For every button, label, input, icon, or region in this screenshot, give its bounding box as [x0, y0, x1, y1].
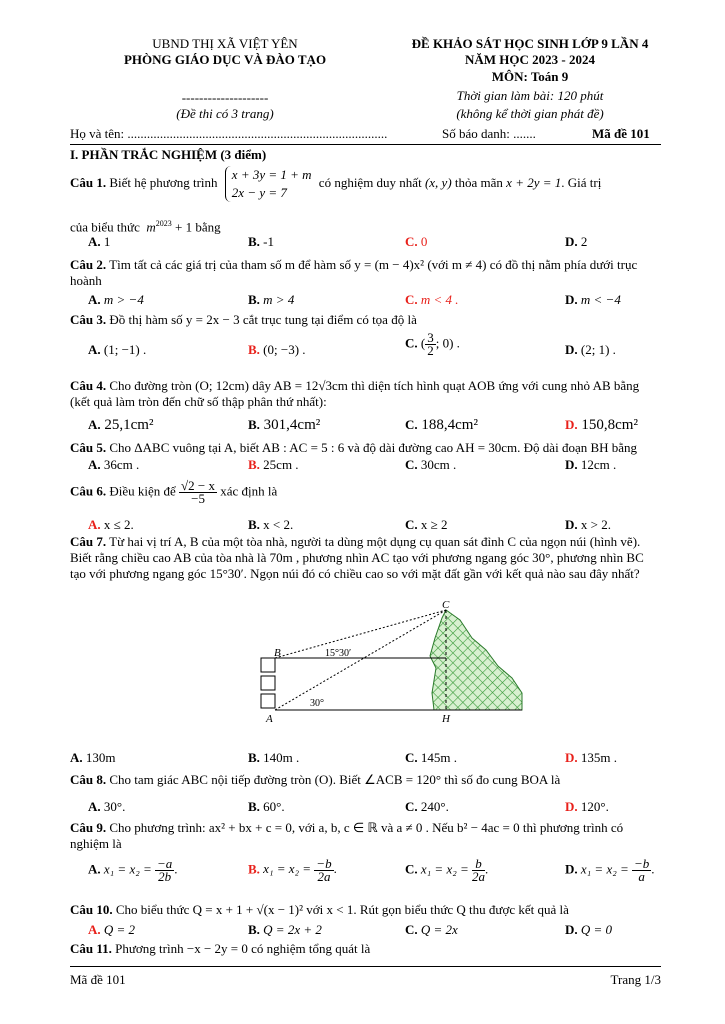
q8-option-c[interactable]: C. 240°.: [405, 799, 449, 814]
subject: MÔN: Toán 9: [491, 69, 569, 84]
q6-option-c[interactable]: C. x ≥ 2: [405, 517, 448, 532]
candidate-number-field: Số báo danh: .......: [442, 126, 536, 141]
question-7: Câu 7. Từ hai vị trí A, B của một tòa nhà, người ta dùng một dụng cụ quan sát đỉnh C của ngọn núi (hình vẽ). Biết rằng chiều cao AB của tòa nhà là 70m , phương nhìn AC tạo với phương ngang góc 30°, phương nhìn BC tạo với phương ngang góc 15°30′. Ngọn núi đó có chiều cao so với mặt đất gần với kết quả nào sau đây nhất?: [70, 534, 644, 581]
school-year: NĂM HỌC 2023 - 2024: [465, 52, 595, 67]
q10-option-a[interactable]: A. Q = 2: [88, 922, 136, 937]
question-9: Câu 9. Cho phương trình: ax² + bx + c = 0, với a, b, c ∈ ℝ và a ≠ 0 . Nếu b² − 4ac = 0 thì phương trình có nghiệm là: [70, 820, 624, 851]
q1-option-b[interactable]: B. -1: [248, 234, 275, 249]
question-6: Câu 6. Điều kiện để $\frac{√2 - x}{-5}$ xác định là: [70, 478, 278, 506]
q4-option-d[interactable]: D. 150,8cm²: [565, 417, 638, 433]
label-h: H: [442, 713, 450, 725]
footer-divider: [70, 966, 661, 967]
equation-system: x + 3y = 1 + m 2x − y = 7: [225, 166, 312, 202]
q1-option-c[interactable]: C. 0: [405, 234, 428, 249]
page-number: Trang 1/3: [610, 972, 661, 987]
question-3: Câu 3. Đồ thị hàm số y = 2x − 3 cắt trục tung tại điểm có tọa độ là: [70, 312, 417, 327]
footer-code: Mã đề 101: [70, 972, 126, 987]
name-field: Họ và tên: ................................................................................: [70, 126, 388, 141]
q5-option-d[interactable]: D. 12cm .: [565, 457, 617, 472]
angle-15-30: 15°30′: [325, 648, 352, 659]
q3-option-a[interactable]: A. (1; −1) .: [88, 342, 147, 357]
q5-option-a[interactable]: A. 36cm .: [88, 457, 140, 472]
building-floor-2: [261, 676, 275, 690]
header-pages-note: (Đề thi có 3 trang): [176, 106, 274, 121]
question-1: Câu 1. Biết hệ phương trình x + 3y = 1 + m 2x − y = 7 có nghiệm duy nhất (x, y) thỏa mãn x + 2y = 1. Giá trị: [70, 167, 602, 200]
building-floor-1: [261, 658, 275, 672]
q7-option-a[interactable]: A. 130m: [70, 750, 116, 765]
header-divider: [70, 144, 661, 145]
question-10: Câu 10. Cho biểu thức Q = x + 1 + √(x − 1)² với x < 1. Rút gọn biểu thức Q thu được kết quả là: [70, 902, 569, 917]
section-title: I. PHẦN TRẮC NGHIỆM (3 điểm): [70, 147, 267, 162]
q1-option-d[interactable]: D. 2: [565, 234, 588, 249]
q2-option-d[interactable]: D. m < −4: [565, 292, 621, 307]
sightline-bc: [275, 610, 446, 658]
observation-figure: [250, 598, 530, 728]
q1-option-a[interactable]: A. 1: [88, 234, 111, 249]
question-8: Câu 8. Cho tam giác ABC nội tiếp đường tròn (O). Biết ∠ACB = 120° thì số đo cung BOA là: [70, 772, 561, 787]
exam-code: Mã đề 101: [592, 126, 650, 141]
q9-option-c[interactable]: C. x₁ = x₂ = $\frac{b}{2a}$ .: [405, 856, 489, 884]
q2-option-c[interactable]: C. m < 4 .: [405, 292, 459, 307]
q6-option-d[interactable]: D. x > 2.: [565, 517, 611, 532]
q10-option-c[interactable]: C. Q = 2x: [405, 922, 458, 937]
q7-option-b[interactable]: B. 140m .: [248, 750, 300, 765]
exam-title: ĐỀ KHẢO SÁT HỌC SINH LỚP 9 LẦN 4: [411, 36, 649, 51]
question-1-cont: của biểu thức $m^{2023} + 1$ bằng: [70, 219, 221, 235]
q6-option-b[interactable]: B. x < 2.: [248, 517, 294, 532]
q10-option-d[interactable]: D. Q = 0: [565, 922, 613, 937]
q8-option-a[interactable]: A. 30°.: [88, 799, 126, 814]
header-dashes: --------------------: [181, 90, 269, 105]
q5-option-b[interactable]: B. 25cm .: [248, 457, 299, 472]
label-a: A: [266, 713, 273, 725]
time-limit: Thời gian làm bài: 120 phút: [456, 88, 604, 103]
q4-option-c[interactable]: C. 188,4cm²: [405, 417, 478, 433]
header-dept: PHÒNG GIÁO DỤC VÀ ĐÀO TẠO: [123, 52, 327, 67]
q3-option-d[interactable]: D. (2; 1) .: [565, 342, 616, 357]
q6-fraction: $\frac{√2 - x}{-5}$: [181, 478, 216, 506]
question-5: Câu 5. Cho ΔABC vuông tại A, biết AB : AC = 5 : 6 và độ dài đường cao AH = 30cm. Độ dài đoạn BH bằng: [70, 440, 638, 455]
q7-option-d[interactable]: D. 135m .: [565, 750, 618, 765]
label-c: C: [442, 599, 450, 611]
q10-option-b[interactable]: B. Q = 2x + 2: [248, 922, 322, 937]
label-b: B: [274, 647, 281, 659]
mountain: [430, 610, 522, 710]
time-note: (không kể thời gian phát đề): [456, 106, 604, 121]
q5-option-c[interactable]: C. 30cm .: [405, 457, 457, 472]
q2-option-a[interactable]: A. m > −4: [88, 292, 144, 307]
q3-option-b[interactable]: B. (0; −3) .: [248, 342, 306, 357]
q4-option-b[interactable]: B. 301,4cm²: [248, 417, 321, 433]
q3-option-c[interactable]: C. ( $\frac{3}{2}$ ; 0) .: [405, 330, 460, 358]
sightline-ac: [275, 610, 446, 710]
header-org: UBND THỊ XÃ VIỆT YÊN: [152, 36, 298, 51]
q7-option-c[interactable]: C. 145m .: [405, 750, 458, 765]
question-11: Câu 11. Phương trình −x − 2y = 0 có nghiệm tổng quát là: [70, 941, 371, 956]
question-4: Câu 4. Cho đường tròn (O; 12cm) dây AB = 12√3cm thì diện tích hình quạt AOB ứng với cung nhỏ AB bằng (kết quả làm tròn đến chữ số thập phân thứ nhất):: [70, 378, 640, 409]
q2-option-b[interactable]: B. m > 4: [248, 292, 295, 307]
question-2: Câu 2. Tìm tất cả các giá trị của tham số m để hàm số y = (m − 4)x² (với m ≠ 4) có đồ thị nằm phía dưới trục hoành: [70, 257, 638, 288]
q9-option-d[interactable]: D. x₁ = x₂ = $\frac{-b}{a}$ .: [565, 856, 655, 884]
q9-option-a[interactable]: A. x₁ = x₂ = $\frac{-a}{2b}$ .: [88, 856, 178, 884]
building-floor-3: [261, 694, 275, 708]
q9-option-b[interactable]: B. x₁ = x₂ = $\frac{-b}{2a}$ .: [248, 856, 337, 884]
angle-30: 30°: [310, 698, 324, 709]
q4-option-a[interactable]: A. 25,1cm²: [88, 417, 154, 433]
q8-option-b[interactable]: B. 60°.: [248, 799, 285, 814]
q6-option-a[interactable]: A. x ≤ 2.: [88, 517, 134, 532]
q8-option-d[interactable]: D. 120°.: [565, 799, 609, 814]
